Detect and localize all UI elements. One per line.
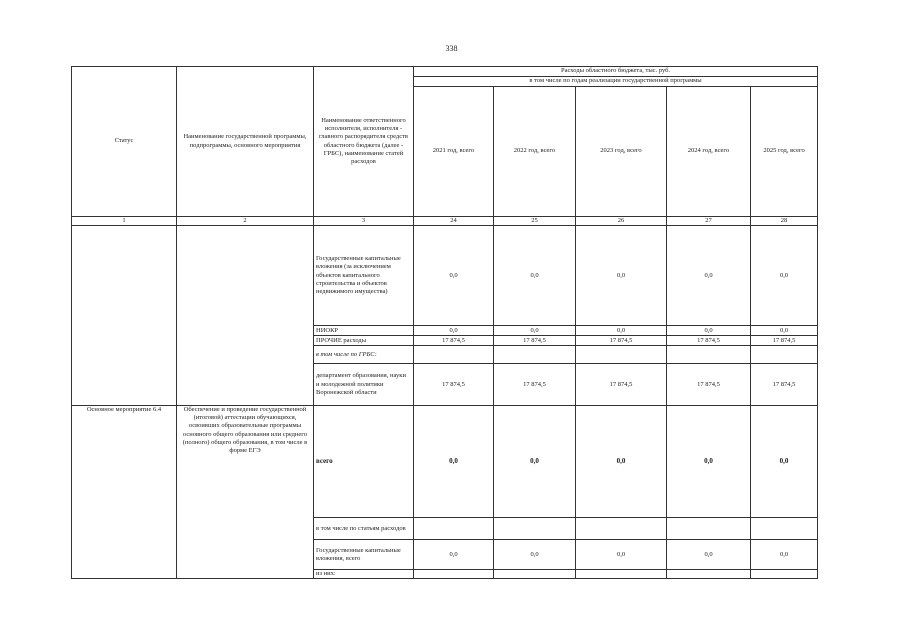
row-value <box>576 346 667 364</box>
row-value: 0,0 <box>414 406 494 518</box>
row-value: 0,0 <box>576 406 667 518</box>
column-number: 2 <box>177 217 314 226</box>
column-number: 28 <box>751 217 818 226</box>
column-number: 3 <box>314 217 414 226</box>
program-cell-empty <box>177 226 314 406</box>
page-number: 338 <box>445 44 458 53</box>
row-value <box>414 518 494 540</box>
row-label: в том числе по статьям расходов <box>314 518 414 540</box>
row-value <box>494 518 576 540</box>
row-value: 0,0 <box>751 226 818 326</box>
column-number: 1 <box>72 217 177 226</box>
row-value: 0,0 <box>576 540 667 570</box>
row-label: Государственные капитальные вложения (за исключением объектов капитального строительства и объектов недвижимого имущества) <box>314 226 414 326</box>
header-year: 2022 год, всего <box>494 87 576 217</box>
row-label: Государственные капитальные вложения, всего <box>314 540 414 570</box>
row-label: НИОКР <box>314 326 414 336</box>
row-value: 17 874,5 <box>494 336 576 346</box>
row-value: 17 874,5 <box>576 336 667 346</box>
row-value <box>751 570 818 579</box>
table-row <box>72 406 818 518</box>
row-value <box>494 570 576 579</box>
row-value <box>494 346 576 364</box>
row-value: 17 874,5 <box>494 364 576 406</box>
row-value: 17 874,5 <box>667 364 751 406</box>
row-value: 0,0 <box>576 226 667 326</box>
header-expenses-title: Расходы областного бюджета, тыс. руб. <box>414 67 818 77</box>
row-value: 0,0 <box>494 226 576 326</box>
row-value <box>414 570 494 579</box>
row-value: 0,0 <box>414 226 494 326</box>
row-label: всего <box>314 406 414 518</box>
row-label: из них: <box>314 570 414 579</box>
row-value: 17 874,5 <box>751 336 818 346</box>
row-value <box>576 570 667 579</box>
row-value <box>751 346 818 364</box>
column-number: 26 <box>576 217 667 226</box>
column-number: 27 <box>667 217 751 226</box>
row-value: 0,0 <box>751 406 818 518</box>
table-row <box>72 226 818 326</box>
row-value <box>667 346 751 364</box>
row-value: 0,0 <box>494 326 576 336</box>
row-value <box>576 518 667 540</box>
row-label: департамент образования, науки и молодежной политики Воронежской области <box>314 364 414 406</box>
column-number: 24 <box>414 217 494 226</box>
header-program-name: Наименование государственной программы, подпрограммы, основного мероприятия <box>177 67 314 217</box>
row-value: 0,0 <box>576 326 667 336</box>
row-value: 17 874,5 <box>414 336 494 346</box>
header-year: 2023 год, всего <box>576 87 667 217</box>
event-status: Основное мероприятие 6.4 <box>72 406 177 579</box>
row-value: 17 874,5 <box>414 364 494 406</box>
event-name: Обеспечение и проведение государственной (итоговой) аттестации обучающихся, освоивших образовательные программы основного общего образования или среднего (полного) общего образования, в том числе в форме ЕГЭ <box>177 406 314 579</box>
row-value: 17 874,5 <box>667 336 751 346</box>
row-value: 0,0 <box>494 540 576 570</box>
row-value: 17 874,5 <box>751 364 818 406</box>
row-value: 0,0 <box>414 326 494 336</box>
row-value: 0,0 <box>494 406 576 518</box>
row-value: 0,0 <box>751 540 818 570</box>
column-number: 25 <box>494 217 576 226</box>
row-value: 17 874,5 <box>576 364 667 406</box>
header-year: 2025 год, всего <box>751 87 818 217</box>
row-value <box>414 346 494 364</box>
row-label: в том числе по ГРБС: <box>314 346 414 364</box>
header-year: 2024 год, всего <box>667 87 751 217</box>
header-executor-name: Наименование ответственного исполнителя, исполнителя - главного распорядителя средств областного бюджета (далее - ГРБС), наименование статей расходов <box>314 67 414 217</box>
row-value: 0,0 <box>751 326 818 336</box>
row-value: 0,0 <box>667 406 751 518</box>
row-value <box>667 518 751 540</box>
row-value: 0,0 <box>667 540 751 570</box>
row-value: 0,0 <box>667 326 751 336</box>
column-numbers-row <box>72 217 818 226</box>
budget-table <box>71 66 818 579</box>
row-value: 0,0 <box>414 540 494 570</box>
header-year: 2021 год, всего <box>414 87 494 217</box>
row-value <box>751 518 818 540</box>
row-label: ПРОЧИЕ расходы <box>314 336 414 346</box>
row-value <box>667 570 751 579</box>
row-value: 0,0 <box>667 226 751 326</box>
status-cell-empty <box>72 226 177 406</box>
header-by-years: в том числе по годам реализации государственной программы <box>414 77 818 87</box>
header-status: Статус <box>72 67 177 217</box>
